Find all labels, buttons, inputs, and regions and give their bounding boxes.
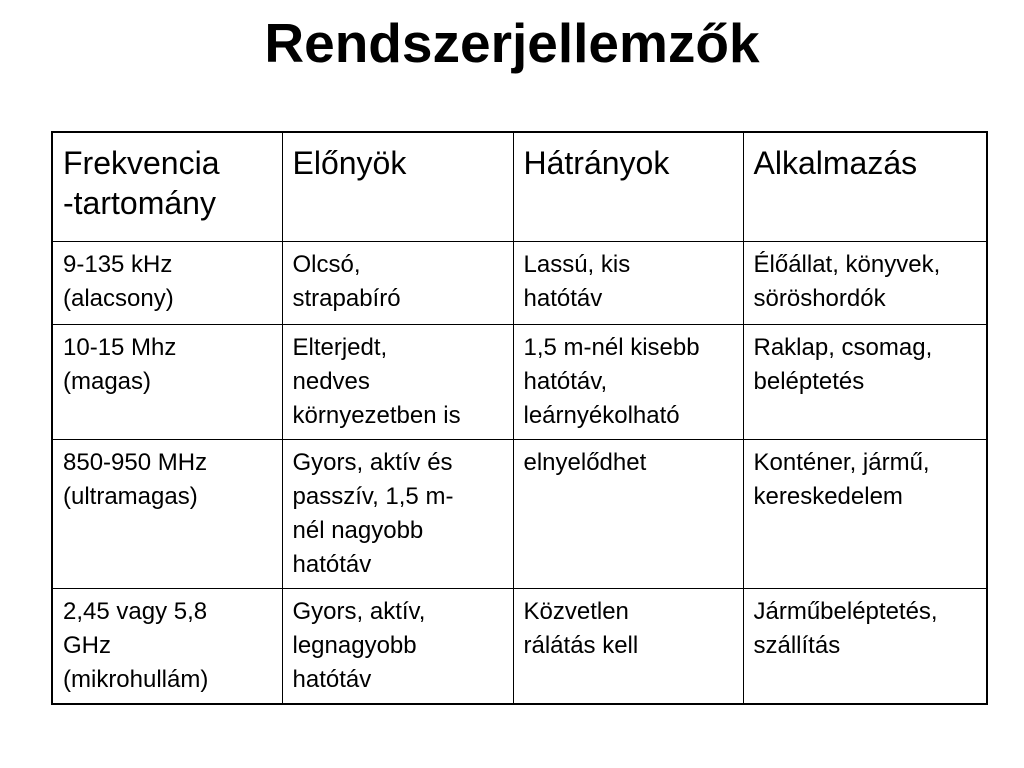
cell-line: hatótáv [292, 550, 372, 578]
cell-line: szállítás [753, 631, 841, 659]
cell-line: Járműbeléptetés, [753, 597, 938, 625]
cell-line: legnagyobb [292, 631, 417, 659]
table-row [52, 324, 987, 439]
cell-line: Raklap, csomag, [753, 333, 933, 361]
cell-line: hatótáv, [523, 367, 608, 395]
cell-line: 1,5 m-nél kisebb [523, 333, 700, 361]
cell-line: beléptetés [753, 367, 865, 395]
cell-line: hatótáv [523, 284, 603, 312]
cell-disadvantages [513, 439, 743, 588]
cell-line: 10-15 Mhz [63, 333, 177, 361]
table-row [52, 439, 987, 588]
cell-application [743, 241, 987, 324]
cell-frequency [52, 241, 282, 324]
header-application: Alkalmazás [743, 132, 987, 241]
cell-frequency [52, 439, 282, 588]
cell-line: söröshordók [753, 284, 886, 312]
cell-frequency [52, 324, 282, 439]
cell-line: Közvetlen [523, 597, 629, 625]
cell-line: passzív, 1,5 m- [292, 482, 454, 510]
cell-advantages [282, 588, 513, 704]
cell-line: 2,45 vagy 5,8 [63, 597, 208, 625]
cell-application [743, 439, 987, 588]
cell-line: környezetben is [292, 401, 461, 429]
cell-disadvantages [513, 588, 743, 704]
cell-advantages [282, 241, 513, 324]
cell-line: Élőállat, könyvek, [753, 250, 941, 278]
cell-advantages [282, 324, 513, 439]
cell-line: Konténer, jármű, [753, 448, 930, 476]
header-disadvantages: Hátrányok [513, 132, 743, 241]
header-frequency-line1: Frekvencia [63, 145, 220, 181]
cell-line: nedves [292, 367, 370, 395]
cell-line: Gyors, aktív, [292, 597, 426, 625]
cell-line: GHz [63, 631, 111, 659]
cell-line: elnyelődhet [523, 448, 647, 476]
cell-line: Olcsó, [292, 250, 361, 278]
cell-line: nél nagyobb [292, 516, 424, 544]
cell-application [743, 588, 987, 704]
cell-line: (ultramagas) [63, 482, 198, 510]
table-header-row [52, 132, 987, 241]
cell-line: (alacsony) [63, 284, 174, 312]
cell-disadvantages [513, 241, 743, 324]
cell-frequency [52, 588, 282, 704]
cell-line: kereskedelem [753, 482, 903, 510]
cell-line: Gyors, aktív és [292, 448, 453, 476]
header-frequency-range [52, 132, 282, 241]
cell-line: Elterjedt, [292, 333, 388, 361]
cell-disadvantages [513, 324, 743, 439]
table-row [52, 588, 987, 704]
rfid-characteristics-table [51, 131, 988, 705]
table-row [52, 241, 987, 324]
slide-title: Rendszerjellemzők [264, 12, 760, 74]
header-frequency-line2: -tartomány [63, 185, 216, 221]
cell-advantages [282, 439, 513, 588]
cell-line: hatótáv [292, 665, 372, 693]
cell-line: 9-135 kHz [63, 250, 173, 278]
cell-line: rálátás kell [523, 631, 639, 659]
cell-line: (magas) [63, 367, 152, 395]
header-advantages: Előnyök [282, 132, 513, 241]
cell-line: (mikrohullám) [63, 665, 209, 693]
cell-line: Lassú, kis [523, 250, 631, 278]
cell-line: strapabíró [292, 284, 401, 312]
cell-line: leárnyékolható [523, 401, 680, 429]
cell-application [743, 324, 987, 439]
cell-line: 850-950 MHz [63, 448, 208, 476]
